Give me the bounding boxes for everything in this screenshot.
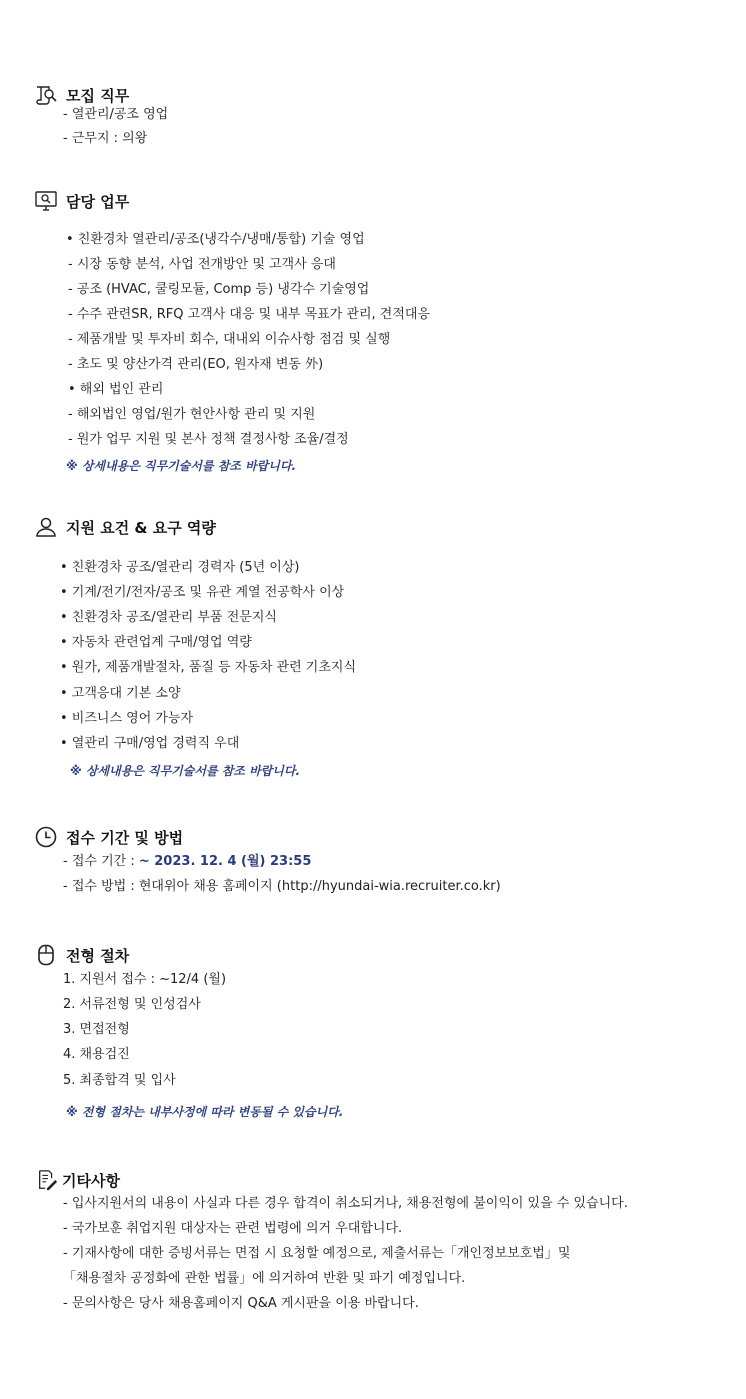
duties-title: 담당 업무 bbox=[66, 192, 130, 211]
process-step: 3. 면접전형 bbox=[63, 1022, 130, 1037]
requirement-line: • 자동차 관련업계 구매/영업 역량 bbox=[60, 635, 252, 650]
requirements-header bbox=[34, 514, 216, 540]
application-header bbox=[34, 824, 183, 850]
recruit-line: - 근무지 : 의왕 bbox=[63, 131, 148, 146]
process-step: 2. 서류전형 및 인성검사 bbox=[63, 997, 201, 1012]
recruit-title: 모집 직무 bbox=[66, 86, 130, 105]
person-icon bbox=[34, 515, 58, 539]
etc-line: 「채용절차 공정화에 관한 법률」에 의거하여 반환 및 파기 예정입니다. bbox=[63, 1271, 466, 1286]
etc-line: - 문의사항은 당사 채용홈페이지 Q&A 게시판을 이용 바랍니다. bbox=[63, 1296, 419, 1311]
etc-line: - 기재사항에 대한 증빙서류는 면접 시 요청할 예정으로, 제출서류는「개인정보보호법」및 bbox=[63, 1246, 571, 1261]
application-title: 접수 기간 및 방법 bbox=[66, 828, 184, 847]
recruit-line: - 열관리/공조 영업 bbox=[63, 107, 169, 122]
duty-line: - 공조 (HVAC, 쿨링모듈, Comp 등) 냉각수 기술영업 bbox=[68, 282, 370, 297]
requirement-line: • 친환경차 공조/열관리 경력자 (5년 이상) bbox=[60, 560, 300, 575]
requirement-line: • 비즈니스 영어 가능자 bbox=[60, 711, 194, 726]
etc-line: - 입사지원서의 내용이 사실과 다른 경우 합격이 취소되거나, 채용전형에 불이익이 있을 수 있습니다. bbox=[63, 1196, 628, 1211]
period-value: ~ 2023. 12. 4 (월) 23:55 bbox=[138, 854, 312, 869]
requirements-title: 지원 요건 & 요구 역량 bbox=[66, 518, 216, 537]
duty-line: • 친환경차 열관리/공조(냉각수/냉매/통합) 기술 영업 bbox=[66, 232, 365, 247]
recruit-header bbox=[34, 82, 129, 108]
requirement-line: • 열관리 구매/영업 경력직 우대 bbox=[60, 736, 240, 751]
duty-line: - 원가 업무 지원 및 본사 정책 결정사항 조율/결정 bbox=[68, 432, 349, 447]
scroll-search-icon bbox=[34, 83, 58, 107]
process-step: 5. 최종합격 및 입사 bbox=[63, 1073, 176, 1088]
monitor-search-icon bbox=[34, 189, 58, 213]
etc-title: 기타사항 bbox=[62, 1171, 120, 1190]
requirement-line: • 고객응대 기본 소양 bbox=[60, 686, 181, 701]
requirement-line: • 기계/전기/전자/공조 및 유관 계열 전공학사 이상 bbox=[60, 585, 345, 600]
duty-line: - 시장 동향 분석, 사업 전개방안 및 고객사 응대 bbox=[68, 257, 336, 272]
duty-line: - 초도 및 양산가격 관리(EO, 원자재 변동 外) bbox=[68, 357, 324, 372]
document-pen-icon bbox=[36, 1169, 58, 1191]
etc-line: - 국가보훈 취업지원 대상자는 관련 법령에 의거 우대합니다. bbox=[63, 1221, 403, 1236]
requirement-line: • 친환경차 공조/열관리 부품 전문지식 bbox=[60, 610, 277, 625]
application-period bbox=[63, 853, 311, 871]
requirements-note: ※ 상세내용은 직무기술서를 참조 바랍니다. bbox=[70, 764, 301, 778]
process-step: 1. 지원서 접수 : ~12/4 (월) bbox=[63, 972, 227, 987]
application-method: - 접수 방법 : 현대위아 채용 홈페이지 (http://hyundai-wia.recruiter.co.kr) bbox=[63, 879, 501, 894]
clock-icon bbox=[34, 825, 58, 849]
duty-line: • 해외 법인 관리 bbox=[68, 382, 164, 397]
process-step: 4. 채용검진 bbox=[63, 1047, 130, 1062]
etc-header bbox=[36, 1167, 120, 1193]
duties-note: ※ 상세내용은 직무기술서를 참조 바랍니다. bbox=[66, 459, 297, 473]
period-label: - 접수 기간 : bbox=[63, 854, 139, 869]
duty-line: - 제품개발 및 투자비 회수, 대내외 이슈사항 점검 및 실행 bbox=[68, 332, 391, 347]
duties-header bbox=[34, 188, 129, 214]
process-header bbox=[34, 942, 129, 968]
duty-line: - 해외법인 영업/원가 현안사항 관리 및 지원 bbox=[68, 407, 316, 422]
process-note: ※ 전형 절차는 내부사정에 따라 변동될 수 있습니다. bbox=[66, 1105, 344, 1119]
mouse-icon bbox=[34, 943, 58, 967]
duty-line: - 수주 관련SR, RFQ 고객사 대응 및 내부 목표가 관리, 견적대응 bbox=[68, 307, 431, 322]
requirement-line: • 원가, 제품개발절차, 품질 등 자동차 관련 기초지식 bbox=[60, 660, 357, 675]
process-title: 전형 절차 bbox=[66, 946, 130, 965]
